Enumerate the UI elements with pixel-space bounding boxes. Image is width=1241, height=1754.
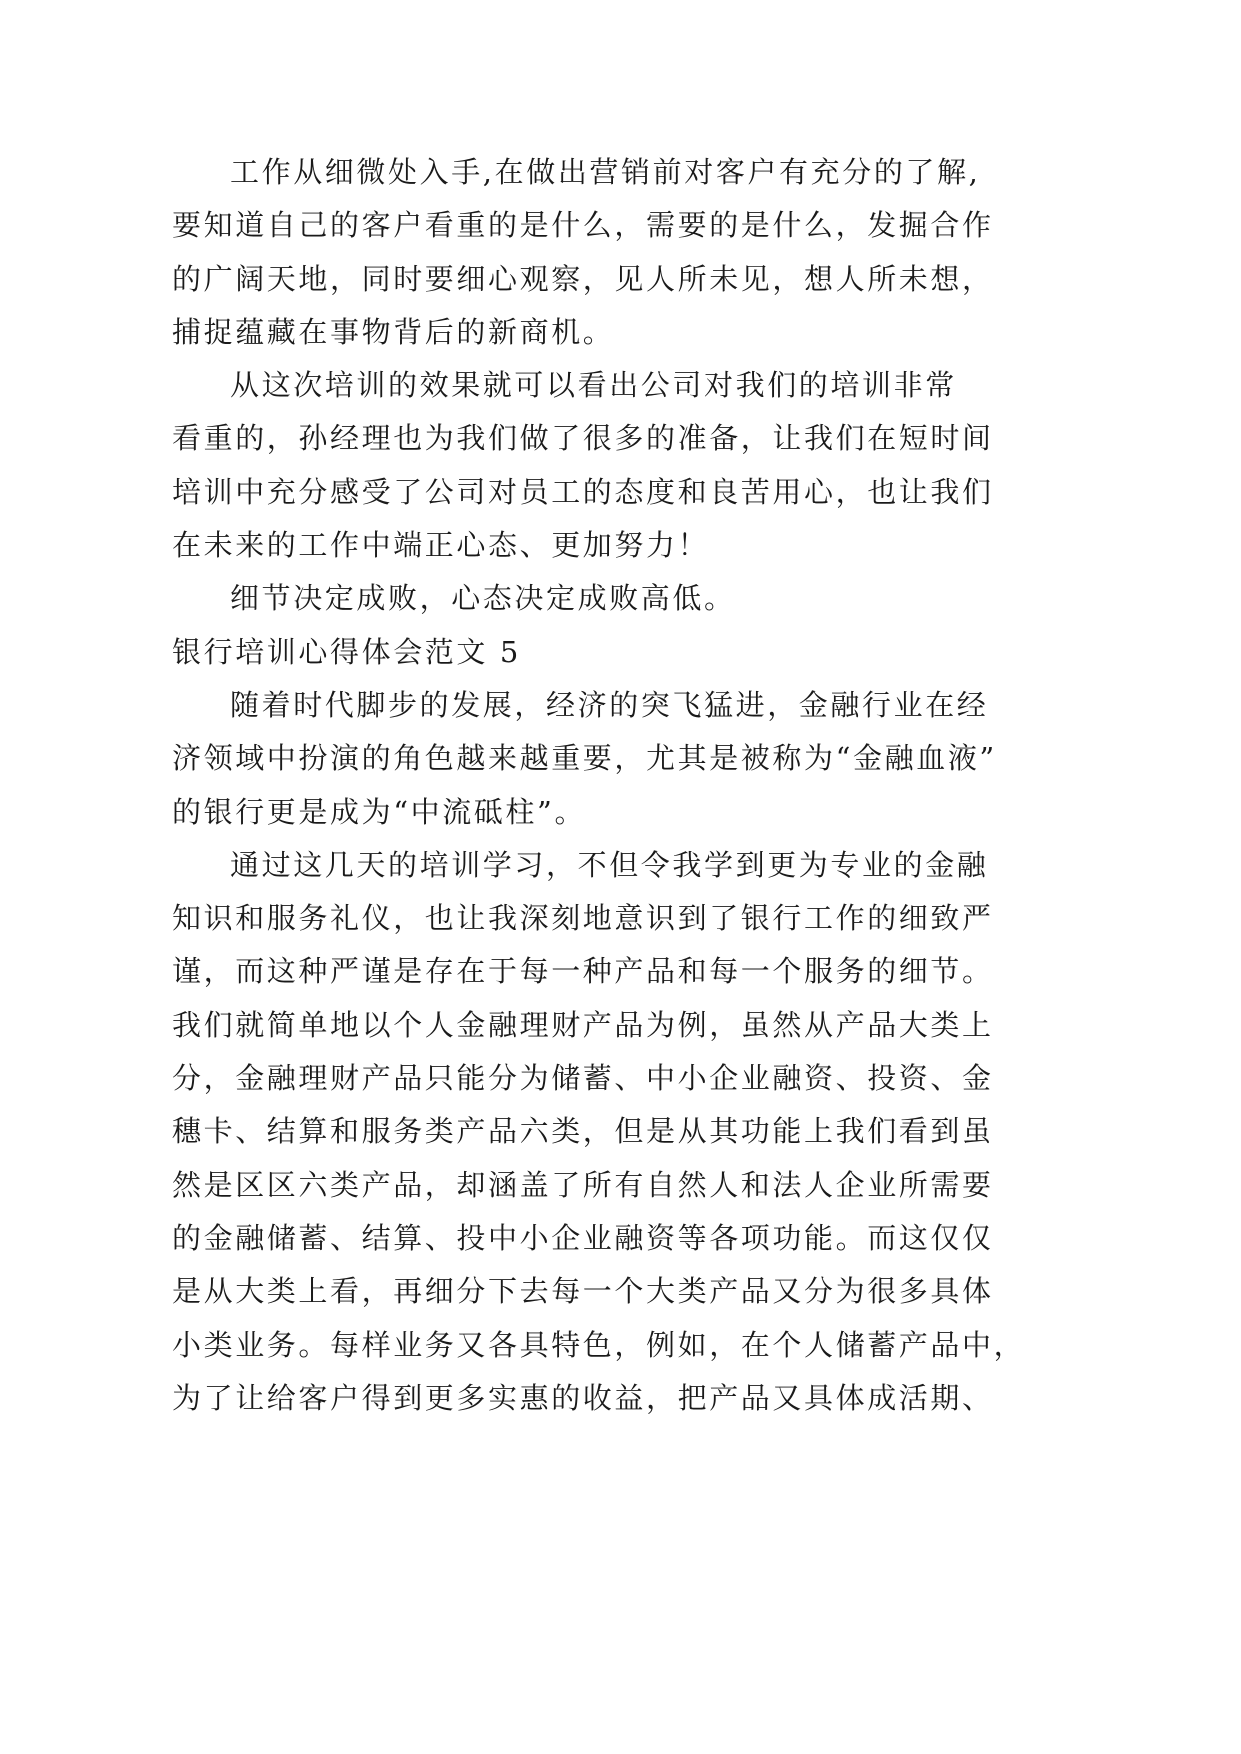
paragraph-line: 随着时代脚步的发展，经济的突飞猛进，金融行业在经 — [230, 687, 989, 722]
paragraph-line: 为了让给客户得到更多实惠的收益，把产品又具体成活期、 — [172, 1380, 994, 1415]
paragraph-line: 然是区区六类产品，却涵盖了所有自然人和法人企业所需要 — [172, 1167, 994, 1202]
section-heading: 银行培训心得体会范文 5 — [172, 634, 521, 669]
paragraph-line: 的银行更是成为“中流砥柱”。 — [172, 794, 587, 829]
paragraph-line: 的广阔天地，同时要细心观察，见人所未见，想人所未想， — [172, 261, 994, 296]
paragraph-line: 在未来的工作中端正心态、更加努力！ — [172, 528, 710, 563]
paragraph-line: 工作从细微处入手,在做出营销前对客户有充分的了解, — [230, 155, 981, 189]
paragraph-line: 看重的，孙经理也为我们做了很多的准备，让我们在短时间 — [172, 421, 994, 456]
paragraph-line: 从这次培训的效果就可以看出公司对我们的培训非常 — [230, 368, 957, 403]
paragraph-line: 的金融储蓄、结算、投中小企业融资等各项功能。而这仅仅 — [172, 1220, 994, 1255]
document-body — [172, 146, 1026, 1425]
paragraph-line: 培训中充分感受了公司对员工的态度和良苦用心，也让我们 — [172, 474, 994, 509]
paragraph-line: 细节决定成败，心态决定成败高低。 — [230, 581, 736, 616]
paragraph-line: 我们就简单地以个人金融理财产品为例，虽然从产品大类上 — [172, 1007, 994, 1042]
paragraph-line: 谨，而这种严谨是存在于每一种产品和每一个服务的细节。 — [172, 954, 994, 989]
paragraph-line: 要知道自己的客户看重的是什么，需要的是什么，发掘合作 — [172, 208, 994, 243]
paragraph-line: 捕捉蕴藏在事物背后的新商机。 — [172, 314, 615, 349]
paragraph-line: 穗卡、结算和服务类产品六类，但是从其功能上我们看到虽 — [172, 1114, 994, 1149]
paragraph-line: 是从大类上看，再细分下去每一个大类产品又分为很多具体 — [172, 1274, 994, 1309]
paragraph-line: 小类业务。每样业务又各具特色，例如，在个人储蓄产品中， — [172, 1327, 1026, 1362]
paragraph-line: 通过这几天的培训学习，不但令我学到更为专业的金融 — [230, 847, 989, 882]
paragraph-line: 知识和服务礼仪，也让我深刻地意识到了银行工作的细致严 — [172, 901, 994, 936]
paragraph-line: 济领域中扮演的角色越来越重要，尤其是被称为“金融血液” — [172, 741, 997, 776]
paragraph-line: 分，金融理财产品只能分为储蓄、中小企业融资、投资、金 — [172, 1061, 994, 1096]
